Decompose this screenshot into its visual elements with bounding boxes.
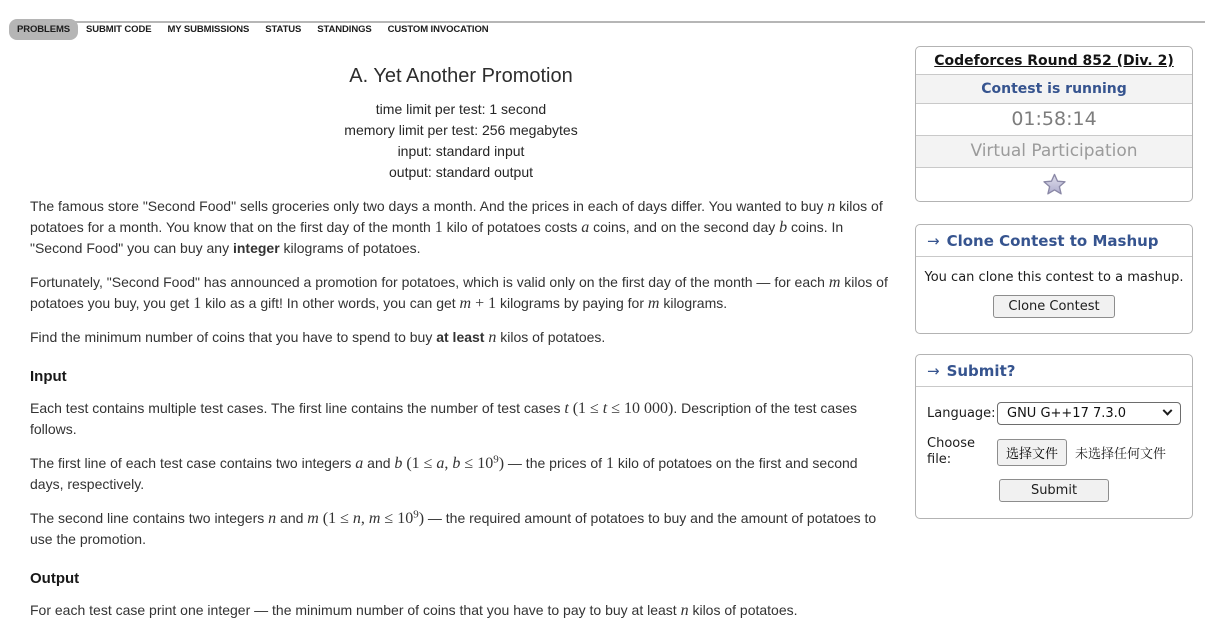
statement-paragraph: The first line of each test case contains two integers a and b (1 ≤ a, $b \le 10^9$) — the prices of 1 kilo of potatoes on the first and second days, respectively. (30, 453, 858, 492)
clone-description: You can clone this contest to a mashup. (924, 270, 1184, 285)
right-arrow-icon: → (927, 232, 940, 250)
submit-row (927, 479, 1181, 502)
math-expression: 1 (605, 455, 614, 472)
statement-paragraph: Find the minimum number of coins that you have to spend to buy at least n kilos of potatoes. (30, 329, 606, 346)
statement-paragraph: Each test contains multiple test cases. The first line contains the number of test cases t (1 ≤ t ≤ 10 000). Description of the test cases follows. (30, 400, 857, 437)
submit-box-caption (916, 355, 1192, 387)
math-variable: m (307, 510, 319, 527)
language-row (927, 402, 1181, 425)
section-title-input: Input (30, 368, 67, 385)
star-icon[interactable] (1043, 173, 1066, 195)
tab-my-submissions[interactable]: MY SUBMISSIONS (167, 24, 250, 35)
clone-box-caption (916, 225, 1192, 257)
math-expression: 1 (193, 295, 202, 312)
tab-status[interactable]: STATUS (265, 24, 302, 35)
language-select[interactable] (997, 402, 1181, 425)
math-superscript: 9 (413, 508, 419, 521)
math-variable: m (459, 295, 472, 312)
limit-line: output: standard output (389, 164, 533, 180)
math-variable: m (828, 274, 841, 291)
math-expression: , (360, 510, 369, 527)
limit-line: input: standard input (397, 143, 525, 159)
math-expression: ) (498, 455, 505, 472)
math-expression: , (444, 455, 453, 472)
sidebar-gap (915, 334, 1193, 354)
math-expression: 1 (434, 219, 443, 236)
math-expression: ≤ 10 (460, 455, 494, 472)
file-status-text: 未选择任何文件 (1075, 446, 1167, 462)
submit-form (916, 387, 1192, 518)
contest-title-row (916, 47, 1192, 74)
virtual-participation-label: Virtual Participation (916, 135, 1192, 167)
problem-header (30, 65, 892, 183)
math-superscript: 9 (493, 453, 499, 466)
math-variable: n (268, 510, 277, 527)
math-expression: (1 ≤ (572, 400, 603, 417)
language-selected-value: GNU G++17 7.3.0 (1007, 406, 1127, 421)
math-variable: m (368, 510, 381, 527)
tab-submit-code[interactable]: SUBMIT CODE (86, 24, 152, 35)
sidebar (915, 46, 1193, 519)
contest-status: Contest is running (916, 74, 1192, 103)
math-variable: a (355, 455, 364, 472)
math-variable: a (581, 219, 590, 236)
bold-text: integer (232, 240, 280, 256)
problem-body (30, 196, 892, 621)
problem-statement (30, 40, 892, 634)
statement-paragraph: The famous store "Second Food" sells groceries only two days a month. And the prices in each of days differ. You wanted to buy n kilos of potatoes for a month. You know that on the first day of the month 1 kilo of potatoes costs a coins, and on the second day b coins. In "Second Food" you can buy any integer kilograms of potatoes. (30, 198, 883, 256)
math-variable: n (352, 510, 361, 527)
math-variable: n (488, 329, 497, 346)
contest-link[interactable]: Codeforces Round 852 (Div. 2) (934, 53, 1174, 69)
statement-paragraph: The second line contains two integers n and m (1 ≤ n, $m \le 10^9$) — the required amount of potatoes to buy and the amount of potatoes to use the promotion. (30, 508, 877, 547)
limit-line: memory limit per test: 256 megabytes (344, 122, 578, 138)
math-variable: b (452, 455, 461, 472)
math-expression: + 1 (471, 295, 497, 312)
problem-limits (30, 99, 892, 183)
math-expression: ≤ 10 (380, 510, 414, 527)
tab-standings[interactable]: STANDINGS (317, 24, 372, 35)
math-variable: t (564, 400, 569, 417)
top-divider (12, 21, 1205, 23)
math-variable: t (602, 400, 608, 417)
codeforces-contest-page (0, 19, 1205, 619)
math-variable: n (827, 198, 836, 215)
choose-file-label: Choose file: (927, 436, 975, 467)
statement-paragraph: Fortunately, "Second Food" has announced a promotion for potatoes, which is valid only on the first day of the month — for each m kilos of potatoes you buy, you get 1 kilo as a gift! In other words, you can get m + 1 kilograms by paying for m kilograms. (30, 274, 888, 312)
submit-caption-text: Submit? (946, 362, 1016, 380)
math-variable: n (680, 602, 689, 619)
right-arrow-icon: → (927, 362, 940, 380)
clone-contest-box (915, 224, 1193, 334)
limit-line: time limit per test: 1 second (375, 101, 547, 117)
math-expression: (1 ≤ (322, 510, 353, 527)
bold-text: at least (436, 329, 485, 345)
math-expression: ≤ 10 000) (607, 400, 674, 417)
math-expression: ) (418, 510, 425, 527)
sidebar-gap (915, 202, 1193, 224)
math-variable: b (779, 219, 788, 236)
section-title-output: Output (30, 570, 80, 587)
submit-box (915, 354, 1193, 519)
content-layout (0, 40, 1205, 634)
language-label: Language: (927, 405, 996, 421)
contest-info-box (915, 46, 1193, 202)
star-row (916, 167, 1192, 201)
tab-custom-invocation[interactable]: CUSTOM INVOCATION (387, 24, 489, 35)
clone-box-body (916, 257, 1192, 333)
clone-caption-text: Clone Contest to Mashup (946, 232, 1159, 250)
submit-button[interactable]: Submit (999, 479, 1109, 502)
problem-title: A. Yet Another Promotion (349, 65, 573, 87)
chevron-down-icon (1163, 406, 1173, 416)
math-expression: (1 ≤ (406, 455, 437, 472)
math-variable: m (647, 295, 660, 312)
choose-file-row (927, 436, 1181, 468)
contest-timer: 01:58:14 (916, 103, 1192, 135)
clone-contest-button[interactable]: Clone Contest (993, 295, 1115, 318)
math-variable: b (394, 455, 403, 472)
tab-problems[interactable]: PROBLEMS (9, 19, 78, 40)
choose-file-button[interactable]: 选择文件 (997, 439, 1067, 466)
math-variable: a (436, 455, 445, 472)
statement-paragraph: For each test case print one integer — the minimum number of coins that you have to pay to buy at least n kilos of potatoes. (30, 602, 798, 619)
